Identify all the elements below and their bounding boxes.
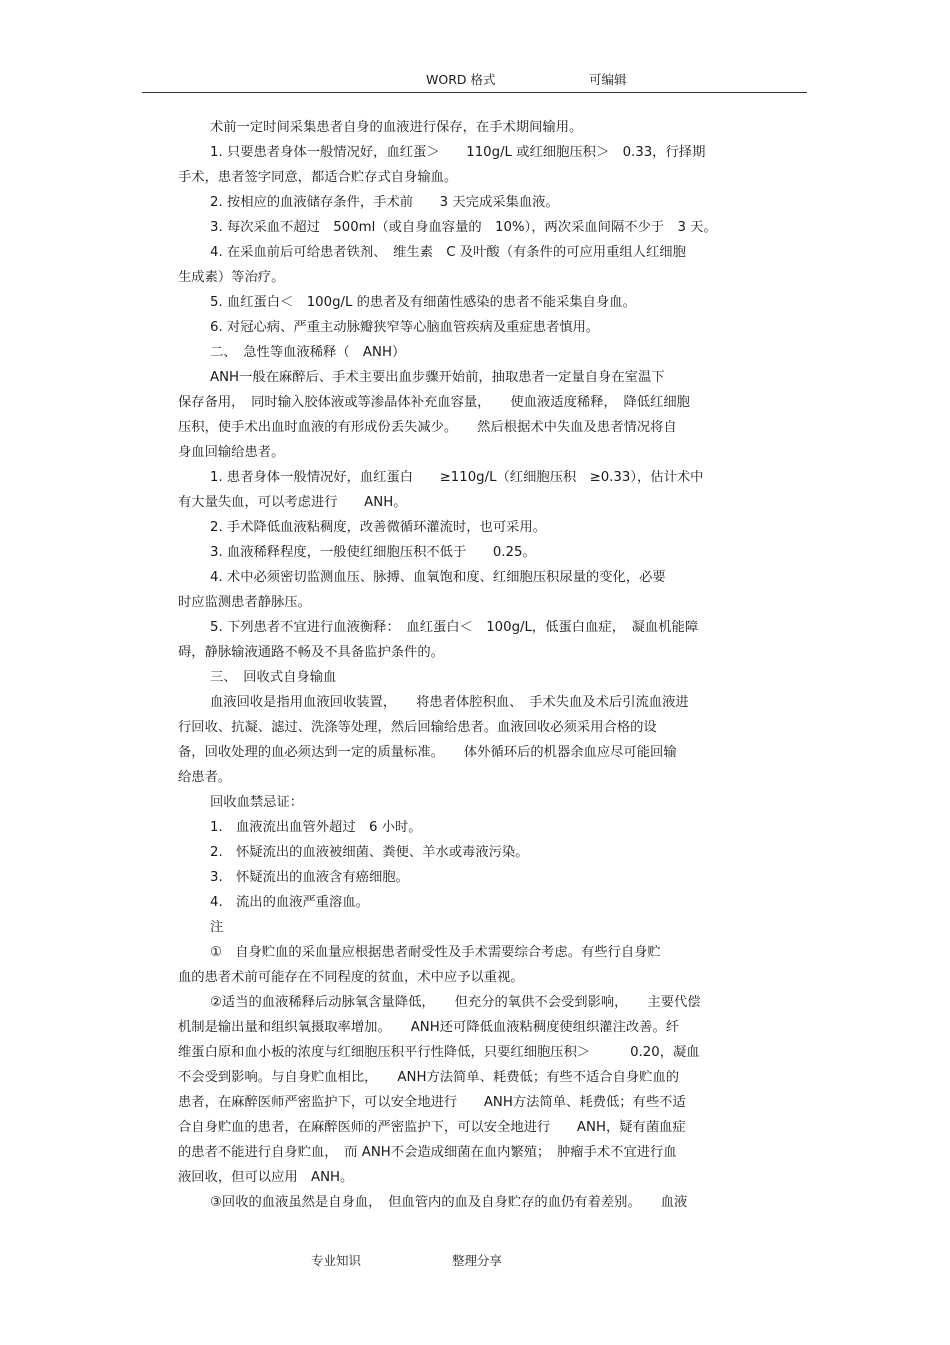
header-format-label: WORD 格式 <box>426 72 496 87</box>
text-line: 的患者不能进行自身贮血， 而 ANH不会造成细菌在血内繁殖； 肿瘤手术不宜进行血 <box>178 1145 677 1160</box>
text-line: 行回收、抗凝、滤过、洗涤等处理，然后回输给患者。血液回收必须采用合格的设 <box>178 720 657 735</box>
text-line: 回收血禁忌证： <box>210 795 304 810</box>
text-line: 4. 术中必须密切监测血压、脉搏、血氧饱和度、红细胞压积尿量的变化，必要 <box>210 570 666 585</box>
text-line: 2. 按相应的血液储存条件，手术前 3 天完成采集血液。 <box>210 195 559 210</box>
section-heading: 三、 回收式自身输血 <box>210 670 337 685</box>
text-line: 1. 只要患者身体一般情况好，血红蛋＞ 110g/L 或红细胞压积＞ 0.33，行择期 <box>210 145 706 160</box>
text-line: 碍，静脉输液通路不畅及不具备监护条件的。 <box>178 645 444 660</box>
text-line: 生成素）等治疗。 <box>178 270 285 285</box>
text-line: 5. 下列患者不宜进行血液衡释： 血红蛋白＜ 100g/L，低蛋白血症， 凝血机能障 <box>210 620 699 635</box>
text-line: 保存备用， 同时输入胶体液或等渗晶体补充血容量， 使血液适度稀释， 降低红细胞 <box>178 395 690 410</box>
text-line: 2. 手术降低血液粘稠度，改善微循环灌流时，也可采用。 <box>210 520 547 535</box>
footer-right-label: 整理分享 <box>452 1253 503 1268</box>
list-item: 1. 血液流出血管外超过 6 小时。 <box>210 820 422 835</box>
text-line: 液回收，但可以应用 ANH。 <box>178 1170 354 1185</box>
footer-left-label: 专业知识 <box>311 1253 362 1268</box>
text-line: 有大量失血，可以考虑进行 ANH。 <box>178 495 407 510</box>
text-line: 3. 血液稀释程度，一般使红细胞压积不低于 0.25。 <box>210 545 536 560</box>
text-line: 备，回收处理的血必须达到一定的质量标准。 体外循环后的机器余血应尽可能回输 <box>178 745 677 760</box>
text-line: 身血回输给患者。 <box>178 445 285 460</box>
text-line: 维蛋白原和血小板的浓度与红细胞压积平行性降低，只要红细胞压积＞ 0.20，凝血 <box>178 1045 700 1060</box>
text-line: 4. 在采血前后可给患者铁剂、 维生素 C 及叶酸（有条件的可应用重组人红细胞 <box>210 245 686 260</box>
header-editable-label: 可编辑 <box>589 72 627 87</box>
list-item: 4. 流出的血液严重溶血。 <box>210 895 369 910</box>
text-line: 血液回收是指用血液回收装置， 将患者体腔积血、 手术失血及术后引流血液进 <box>210 695 689 710</box>
text-line: 1. 患者身体一般情况好，血红蛋白 ≥110g/L（红细胞压积 ≥0.33），估计术中 <box>210 470 704 485</box>
text-line: ③回收的血液虽然是自身血， 但血管内的血及自身贮存的血仍有着差别。 血液 <box>210 1195 688 1210</box>
list-item: 2. 怀疑流出的血液被细菌、粪便、羊水或毒液污染。 <box>210 845 529 860</box>
text-line: ②适当的血液稀释后动脉氧含量降低， 但充分的氧供不会受到影响， 主要代偿 <box>210 995 701 1010</box>
text-line: ANH一般在麻醉后、手术主要出血步骤开始前，抽取患者一定量自身在室温下 <box>210 370 665 385</box>
text-line: 压积，使手术出血时血液的有形成份丢失减少。 然后根据术中失血及患者情况将自 <box>178 420 677 435</box>
list-item: 3. 怀疑流出的血液含有癌细胞。 <box>210 870 409 885</box>
text-line: 给患者。 <box>178 770 232 785</box>
section-heading: 二、 急性等血液稀释（ ANH） <box>210 345 406 360</box>
text-line: 合自身贮血的患者，在麻醉医师的严密监护下，可以安全地进行 ANH，疑有菌血症 <box>178 1120 686 1135</box>
text-line: 术前一定时间采集患者自身的血液进行保存，在手术期间输用。 <box>210 120 583 135</box>
text-line: 机制是输出量和组织氧摄取率增加。 ANH还可降低血液粘稠度使组织灌注改善。纤 <box>178 1020 680 1035</box>
text-line: 5. 血红蛋白＜ 100g/L 的患者及有细菌性感染的患者不能采集自身血。 <box>210 295 636 310</box>
note-heading: 注 <box>210 920 224 935</box>
text-line: 3. 每次采血不超过 500ml（或自身血容量的 10%），两次采血间隔不少于 3 天。 <box>210 220 717 235</box>
text-line: 患者，在麻醉医师严密监护下，可以安全地进行 ANH方法简单、耗费低；有些不适 <box>178 1095 686 1110</box>
text-line: ① 自身贮血的采血量应根据患者耐受性及手术需要综合考虑。有些行自身贮 <box>210 945 661 960</box>
text-line: 不会受到影响。与自身贮血相比， ANH方法简单、耗费低；有些不适合自身贮血的 <box>178 1070 680 1085</box>
text-line: 时应监测患者静脉压。 <box>178 595 311 610</box>
text-line: 手术，患者签字同意，都适合贮存式自身输血。 <box>178 170 458 185</box>
text-line: 血的患者术前可能存在不同程度的贫血，术中应予以重视。 <box>178 970 524 985</box>
text-line: 6. 对冠心病、严重主动脉瓣狭窄等心脑血管疾病及重症患者慎用。 <box>210 320 600 335</box>
